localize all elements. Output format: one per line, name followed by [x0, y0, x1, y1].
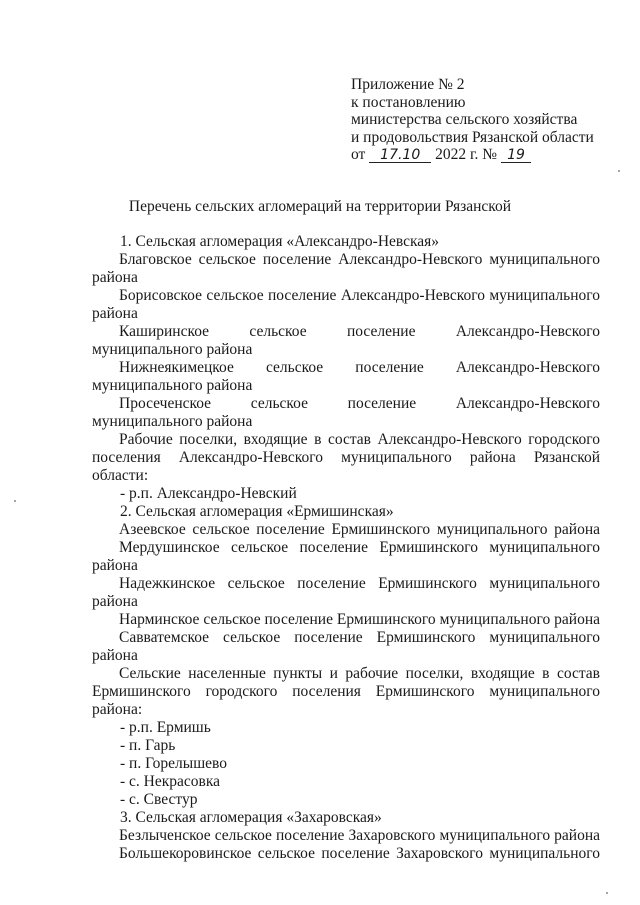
- locality-item: - п. Горелышево: [120, 755, 227, 772]
- section-heading: 1. Сельская агломерация «Александро-Невская»: [120, 233, 440, 250]
- annex-line-1: Приложение № 2: [351, 76, 465, 93]
- annex-line-4: и продовольствия Рязанской области: [351, 128, 594, 146]
- list-item-continuation: муниципального района: [92, 341, 253, 358]
- list-item: Нарминское сельское поселение Ермишинского муниципального района: [119, 611, 600, 628]
- section-note: Сельские населенные пункты и рабочие поселки, входящие в состав Ермишинского городского поселения Ермишинского муниципального района:: [92, 665, 600, 718]
- handwritten-date: 17.10: [369, 148, 431, 163]
- list-item: Нижнеякимецкое сельское поселение Александро-Невского: [119, 359, 600, 376]
- list-item: Азеевское сельское поселение Ермишинского муниципального района: [119, 521, 600, 538]
- list-item: Безлыченское сельское поселение Захаровского муниципального района: [119, 827, 600, 844]
- locality-item: - р.п. Александро-Невский: [120, 485, 297, 502]
- list-item: Большекоровинское сельское поселение Захаровского муниципального: [119, 845, 600, 862]
- list-item-continuation: муниципального района: [92, 377, 253, 394]
- annex-line-3: министерства сельского хозяйства: [351, 111, 578, 128]
- locality-item: - с. Некрасовка: [120, 773, 221, 790]
- list-item-continuation: района: [92, 305, 138, 322]
- annex-line-2: к постановлению: [351, 93, 466, 111]
- section-note: Рабочие поселки, входящие в состав Александро-Невского городского поселения Александро-Невского муниципального района Рязанской области:: [92, 431, 600, 484]
- annex-date-line: [351, 146, 611, 164]
- list-item: Каширинское сельское поселение Александро-Невского: [119, 323, 600, 340]
- section-heading: 2. Сельская агломерация «Ермишинская»: [120, 503, 394, 520]
- annex-header: [351, 76, 611, 164]
- locality-item: - с. Свестур: [120, 791, 198, 808]
- scan-speck: [618, 170, 620, 172]
- list-item: Просеченское сельское поселение Александро-Невского: [119, 395, 600, 412]
- scan-speck: [606, 892, 608, 894]
- list-item: Благовское сельское поселение Александро-Невского муниципального: [119, 251, 600, 268]
- date-prefix: от: [351, 146, 366, 163]
- section-heading: 3. Сельская агломерация «Захаровская»: [120, 809, 382, 826]
- list-item-continuation: муниципального района: [92, 413, 253, 430]
- list-item: Надежкинское сельское поселение Ермишинского муниципального: [119, 575, 600, 592]
- list-item-continuation: района: [92, 647, 138, 664]
- year-text: 2022 г. №: [435, 146, 498, 163]
- list-item: Савватемское сельское поселение Ермишинского муниципального: [119, 629, 600, 646]
- document-body: [92, 233, 600, 863]
- document-title: Перечень сельских агломераций на территории Рязанской: [128, 198, 512, 215]
- list-item-continuation: района: [92, 557, 138, 574]
- scan-speck: [14, 500, 16, 502]
- list-item-continuation: района: [92, 269, 138, 286]
- handwritten-number: 19: [501, 148, 531, 163]
- locality-item: - р.п. Ермишь: [120, 719, 211, 736]
- list-item: Борисовское сельское поселение Александро-Невского муниципального: [119, 287, 600, 304]
- locality-item: - п. Гарь: [120, 737, 176, 754]
- list-item-continuation: района: [92, 593, 138, 610]
- list-item: Мердушинское сельское поселение Ермишинского муниципального: [119, 539, 600, 556]
